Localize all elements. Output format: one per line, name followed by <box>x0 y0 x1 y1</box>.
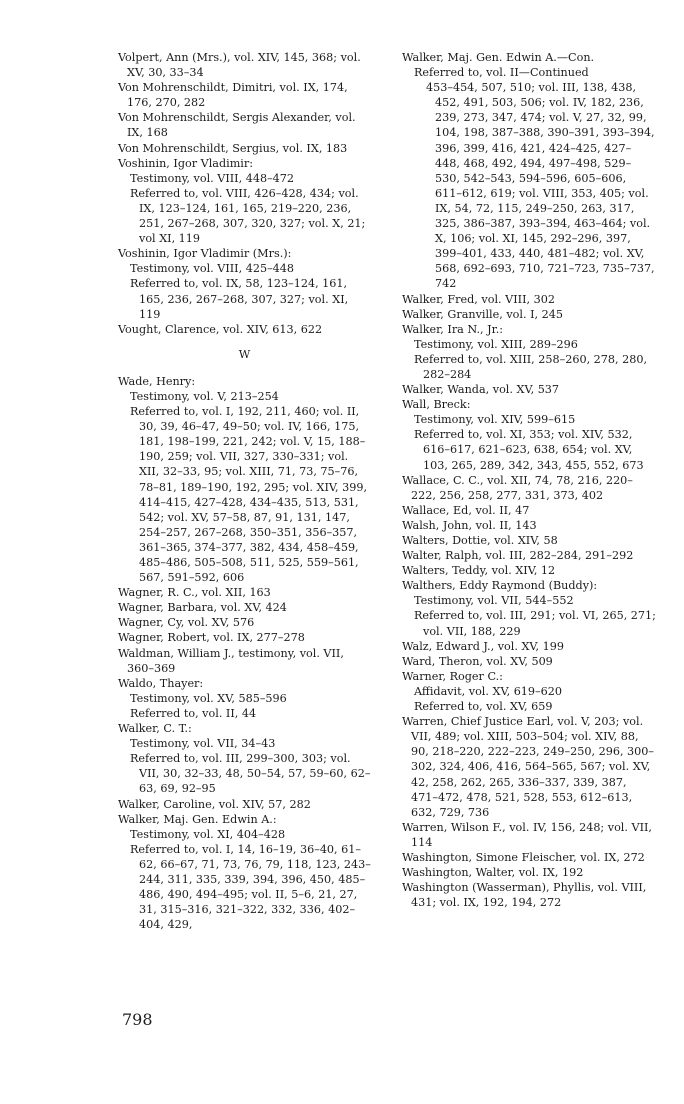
index-subentry: Referred to, vol. XV, 659 <box>414 700 553 714</box>
index-entry: Walker, Maj. Gen. Edwin A.—Con. <box>402 51 595 64</box>
index-entry: Walters, Dottie, vol. XIV, 58 <box>402 534 558 547</box>
index-entry: Warren, Chief Justice Earl, vol. V, 203; vol. VII, 489; vol. XIII, 503–504; vol. XIV, 88, 90, 218–220, 222–223, 249–250, 296, 300–302, 324, 406, 416, 564–565, 567; vol. XV, 42, 258, 262, 265, 336–337, 339, 387, 471–472, 478, 521, 528, 553, 612–613, 632, 729, 736 <box>402 715 655 819</box>
index-subentry: Testimony, vol. XIV, 599–615 <box>414 413 576 427</box>
index-columns <box>118 50 662 932</box>
index-subentry: 453–454, 507, 510; vol. III, 138, 438, 452, 491, 503, 506; vol. IV, 182, 236, 239, 273, 347, 474; vol. V, 27, 32, 99, 104, 198, 387–388, 390–391, 393–394, 396, 399, 416, 421, 424–425, 427–448, 468, 492, 494, 497–498, 529–530, 542–543, 594–596, 605–606, 611–612, 619; vol. VIII, 353, 405; vol. IX, 54, 72, 115, 249–250, 263, 317, 325, 386–387, 393–394, 463–464; vol. X, 106; vol. XI, 145, 292–296, 397, 399–401, 433, 440, 481–482; vol. XV, 568, 692–693, 710, 721–723, 735–737, 742 <box>426 81 655 291</box>
index-subentry: Testimony, vol. VIII, 425–448 <box>130 262 295 276</box>
index-entry: Wagner, Barbara, vol. XV, 424 <box>118 601 287 615</box>
index-entry: Walters, Teddy, vol. XIV, 12 <box>402 564 556 578</box>
index-entry: Walthers, Eddy Raymond (Buddy): <box>402 579 598 593</box>
index-subentry: Referred to, vol. I, 14, 16–19, 36–40, 61–62, 66–67, 71, 73, 76, 79, 118, 123, 243–244, 311, 335, 339, 394, 396, 450, 485–486, 490, 494–495; vol. II, 5–6, 21, 27, 31, 315–316, 321–322, 332, 336, 402–404, 429, <box>130 842 371 932</box>
index-entry: Warren, Wilson F., vol. IV, 156, 248; vol. VII, 114 <box>402 820 652 849</box>
index-entry: Walker, Caroline, vol. XIV, 57, 282 <box>118 797 311 811</box>
index-subentry: Affidavit, vol. XV, 619–620 <box>414 684 562 698</box>
index-entry: Wallace, Ed, vol. II, 47 <box>402 503 530 517</box>
index-entry: Volpert, Ann (Mrs.), vol. XIV, 145, 368; vol. XV, 30, 33–34 <box>118 51 361 80</box>
index-entry: Walz, Edward J., vol. XV, 199 <box>402 639 565 653</box>
index-entry: Ward, Theron, vol. XV, 509 <box>402 654 553 668</box>
page-number: 798 <box>122 1010 153 1029</box>
section-letter: W <box>238 347 252 361</box>
index-subentry: Referred to, vol. III, 291; vol. VI, 265, 271; vol. VII, 188, 229 <box>414 609 656 638</box>
index-entry: Von Mohrenschildt, Sergius, vol. IX, 183 <box>118 141 348 155</box>
index-entry: Washington, Walter, vol. IX, 192 <box>402 866 584 880</box>
index-entry: Von Mohrenschildt, Sergis Alexander, vol. IX, 168 <box>118 111 356 140</box>
index-entry: Von Mohrenschildt, Dimitri, vol. IX, 174, 176, 270, 282 <box>118 81 348 110</box>
index-entry: Walker, Wanda, vol. XV, 537 <box>402 383 560 397</box>
index-subentry: Referred to, vol. XI, 353; vol. XIV, 532, 616–617, 621–623, 638, 654; vol. XV, 103, 265, 289, 342, 343, 455, 552, 673 <box>414 428 644 472</box>
index-subentry: Testimony, vol. VII, 34–43 <box>130 737 276 751</box>
index-entry: Wade, Henry: <box>118 374 196 388</box>
index-entry: Walker, Fred, vol. VIII, 302 <box>402 292 555 306</box>
index-entry: Voshinin, Igor Vladimir (Mrs.): <box>118 247 292 261</box>
index-subentry: Referred to, vol. II—Continued <box>414 66 589 80</box>
index-entry: Warner, Roger C.: <box>402 669 503 683</box>
index-subentry: Referred to, vol. VIII, 426–428, 434; vol. IX, 123–124, 161, 165, 219–220, 236, 251, 267–268, 307, 320, 327; vol. X, 21; vol XI, 119 <box>130 186 366 246</box>
index-entry: Wagner, R. C., vol. XII, 163 <box>118 586 271 600</box>
index-entry: Waldman, William J., testimony, vol. VII, 360–369 <box>118 646 344 675</box>
index-entry: Walker, Maj. Gen. Edwin A.: <box>118 812 277 826</box>
index-entry: Walsh, John, vol. II, 143 <box>402 518 537 532</box>
index-entry: Walter, Ralph, vol. III, 282–284, 291–292 <box>402 549 634 563</box>
index-entry: Wallace, C. C., vol. XII, 74, 78, 216, 220–222, 256, 258, 277, 331, 373, 402 <box>402 473 633 502</box>
index-subentry: Referred to, vol. IX, 58, 123–124, 161, 165, 236, 267–268, 307, 327; vol. XI, 119 <box>130 277 349 321</box>
index-subentry: Testimony, vol. XI, 404–428 <box>130 827 286 841</box>
index-column-right <box>402 50 656 932</box>
index-subentry: Referred to, vol. I, 192, 211, 460; vol. II, 30, 39, 46–47, 49–50; vol. IV, 166, 175, 181, 198–199, 221, 242; vol. V, 15, 188–190, 259; vol. VII, 327, 330–331; vol. XII, 32–33, 95; vol. XIII, 71, 73, 75–76, 78–81, 189–190, 192, 295; vol. XIV, 399, 414–415, 427–428, 434–435, 513, 531, 542; vol. XV, 57–58, 87, 91, 131, 147, 254–257, 267–268, 350–351, 356–357, 361–365, 374–377, 382, 434, 458–459, 485–486, 505–508, 511, 525, 559–561, 567, 591–592, 606 <box>130 405 368 585</box>
index-subentry: Testimony, vol. VII, 544–552 <box>414 594 574 608</box>
index-entry: Wall, Breck: <box>402 398 471 412</box>
index-subentry: Referred to, vol. III, 299–300, 303; vol. VII, 30, 32–33, 48, 50–54, 57, 59–60, 62–63, 69, 92–95 <box>130 752 371 796</box>
index-entry: Wagner, Cy, vol. XV, 576 <box>118 616 255 630</box>
index-subentry: Testimony, vol. V, 213–254 <box>130 389 279 403</box>
index-entry: Walker, Granville, vol. I, 245 <box>402 307 563 321</box>
index-entry: Washington, Simone Fleischer, vol. IX, 272 <box>402 850 645 864</box>
index-entry: Walker, Ira N., Jr.: <box>402 322 504 336</box>
index-entry: Waldo, Thayer: <box>118 676 204 690</box>
index-entry: Wagner, Robert, vol. IX, 277–278 <box>118 631 305 645</box>
index-subentry: Testimony, vol. VIII, 448–472 <box>130 171 295 185</box>
index-subentry: Referred to, vol. XIII, 258–260, 278, 280, 282–284 <box>414 352 648 381</box>
index-subentry: Testimony, vol. XV, 585–596 <box>130 691 287 705</box>
index-entry: Voshinin, Igor Vladimir: <box>118 156 254 170</box>
index-subentry: Testimony, vol. XIII, 289–296 <box>414 337 578 351</box>
index-subentry: Referred to, vol. II, 44 <box>130 706 257 720</box>
index-entry: Walker, C. T.: <box>118 722 192 736</box>
index-column-left <box>118 50 372 932</box>
index-entry: Vought, Clarence, vol. XIV, 613, 622 <box>118 322 323 336</box>
index-entry: Washington (Wasserman), Phyllis, vol. VIII, 431; vol. IX, 192, 194, 272 <box>402 881 647 910</box>
